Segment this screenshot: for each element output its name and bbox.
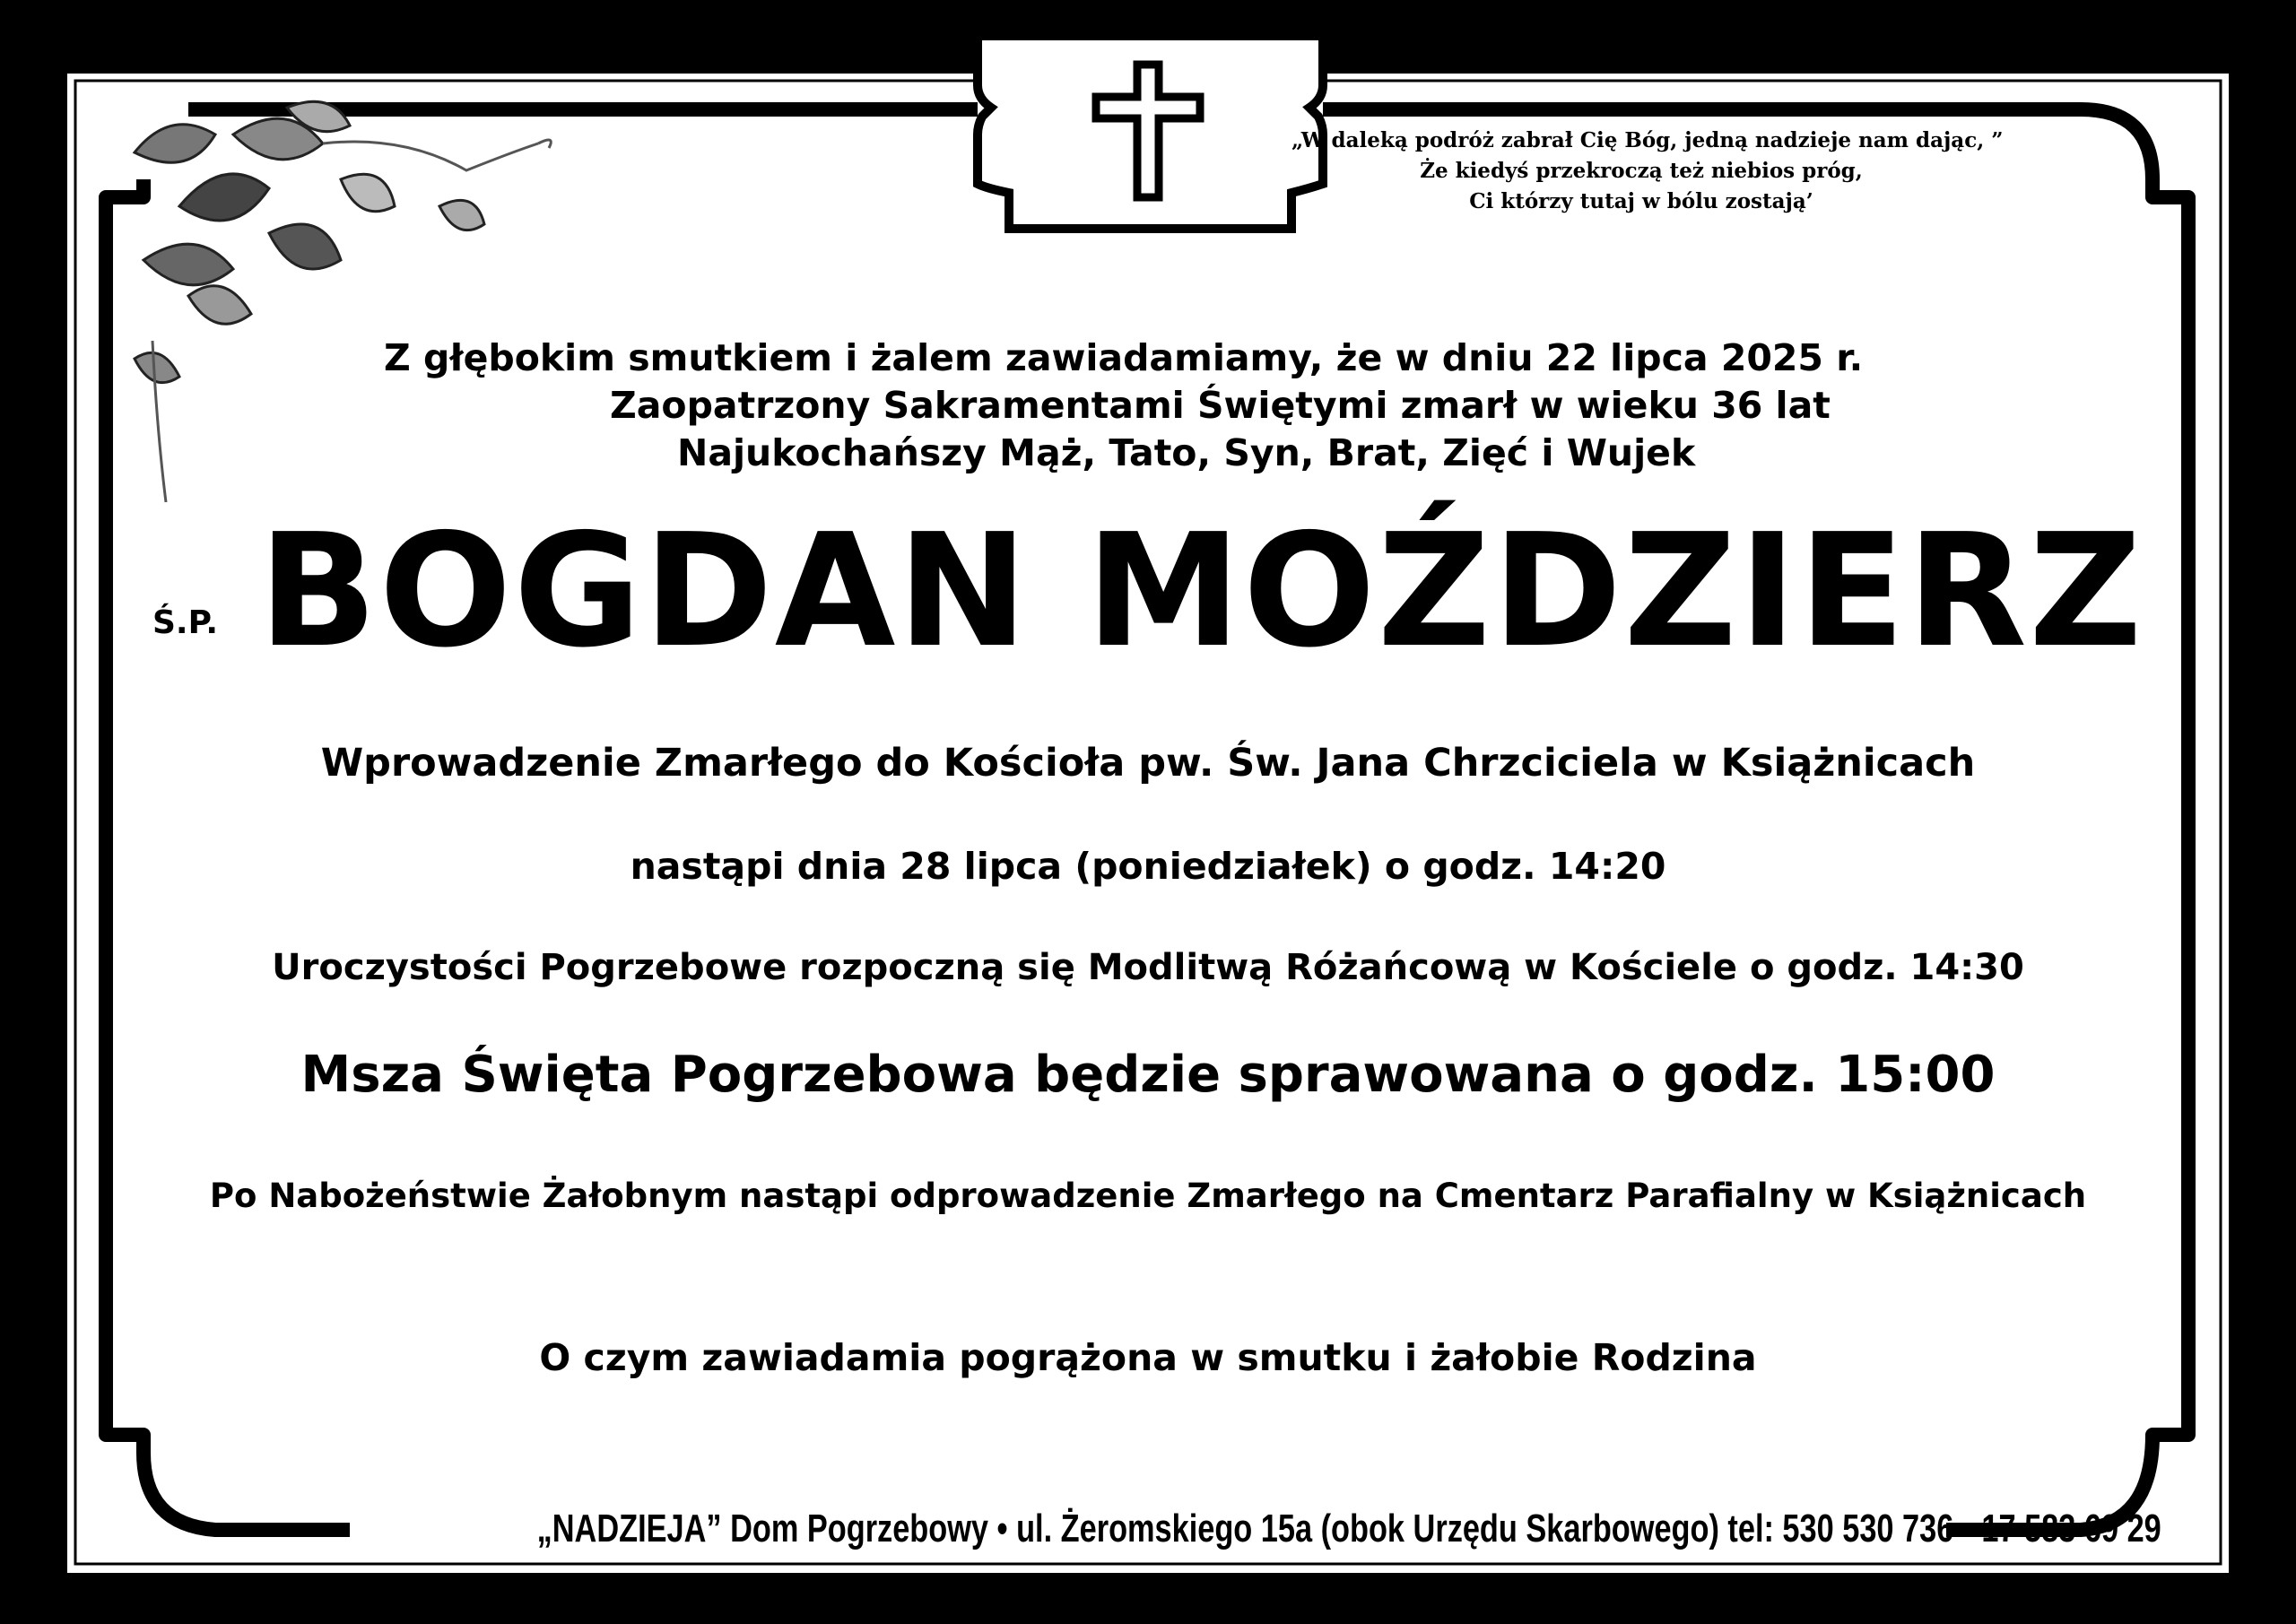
detail-line-3: Uroczystości Pogrzebowe rozpoczną się Modlitwą Różańcową w Kościele o godz. 14:30 xyxy=(272,947,2024,988)
inner-thick-border xyxy=(106,109,2188,1530)
detail-line-2: nastąpi dnia 28 lipca (poniedziałek) o godz. 14:20 xyxy=(630,845,1666,888)
quote-line: Ci którzy tutaj w bólu zostają’ xyxy=(1469,189,1813,213)
detail-line-1: Wprowadzenie Zmarłego do Kościoła pw. Św. Jana Chrzciciela w Książnicach xyxy=(320,741,1976,786)
detail-line-5: Po Nabożeństwie Żałobnym nastąpi odprowadzenie Zmarłego na Cmentarz Parafialny w Książnicach xyxy=(209,1177,2087,1215)
intro-line-1: Z głębokim smutkiem i żalem zawiadamiamy, że w dniu 22 lipca 2025 r. xyxy=(384,336,1864,379)
quote-line: „W daleką podróż zabrał Cię Bóg, jedną nadzieje nam dając, ” xyxy=(1292,128,2004,152)
intro-line-3: Najukochańszy Mąż, Tato, Syn, Brat, Zięć i Wujek xyxy=(677,431,1696,474)
intro-line-2: Zaopatrzony Sakramentami Świętymi zmarł w wieku 36 lat xyxy=(610,384,1831,427)
funeral-home-footer: „NADZIEJA” Dom Pogrzebowy • ul. Żeromskiego 15a (obok Urzędu Skarbowego) tel: 530 530 736 • 17 583 69 29 xyxy=(536,1507,2161,1550)
quote-line: Że kiedyś przekroczą też niebios próg, xyxy=(1420,159,1863,183)
closing-line: O czym zawiadamia pogrążona w smutku i żałobie Rodzina xyxy=(539,1336,1757,1379)
detail-line-4: Msza Święta Pogrzebowa będzie sprawowana o godz. 15:00 xyxy=(300,1046,1996,1104)
name-prefix: Ś.P. xyxy=(152,604,219,641)
deceased-name: BOGDAN MOŹDZIERZ xyxy=(258,500,2144,682)
poem-quote xyxy=(1292,126,2004,217)
leaf-ornament xyxy=(135,101,551,502)
